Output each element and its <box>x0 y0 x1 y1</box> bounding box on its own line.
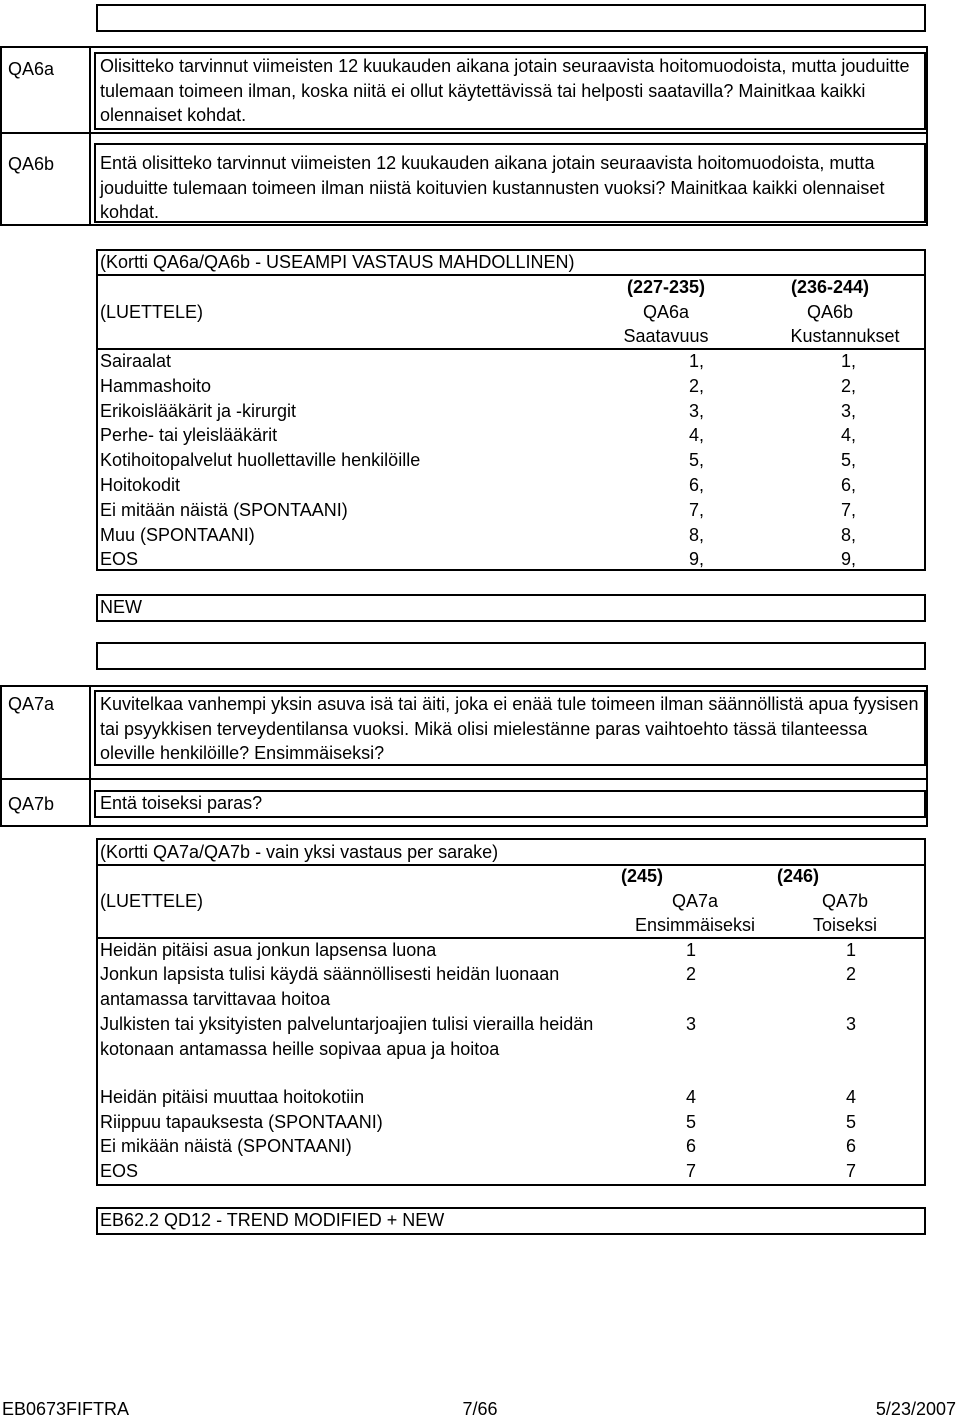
qa6b-text: Entä olisitteko tarvinnut viimeisten 12 kuukauden aikana jotain seuraavista hoitomuodoista, mutta jouduitte tulemaan toimeen ilman niistä koituvien kustannusten vuoksi? Mainitkaa kaikki olennaiset kohdat. <box>100 153 885 222</box>
qa6-row-code-b: 5, <box>840 450 856 471</box>
qa7-row-code-b: 6 <box>845 1136 856 1156</box>
qa7-row-code-a: 5 <box>685 1112 696 1132</box>
qa7-note: EB62.2 QD12 - TREND MODIFIED + NEW <box>100 1210 445 1230</box>
qa6-row-code-a: 7, <box>688 499 704 520</box>
qa7-row-code-a: 7 <box>685 1161 696 1181</box>
qa6-col-code-a: (227-235) <box>626 277 706 297</box>
qa7b-label: QA7b <box>8 794 55 814</box>
qa6-row-label: Hammashoito <box>100 375 212 396</box>
qa6-row-label: Hoitokodit <box>100 475 181 495</box>
qa6-row-code-a: 1, <box>688 351 704 371</box>
qa6a-label: QA6a <box>8 59 55 79</box>
qa6-list-label: (LUETTELE) <box>100 302 204 322</box>
qa6-row-label: Muu (SPONTAANI) <box>100 524 255 545</box>
qa7-col-q-a: QA7a <box>671 891 719 911</box>
qa7-col-code-a: (245) <box>620 866 664 886</box>
qa6-row-label: Perhe- tai yleislääkärit <box>100 425 278 446</box>
qa7-list-label: (LUETTELE) <box>100 891 204 911</box>
qa7-row-code-a: 6 <box>685 1136 696 1156</box>
qa6-divider <box>89 46 91 226</box>
qa7-col-code-b: (246) <box>776 866 820 886</box>
qa6-col-q-b: QA6b <box>806 302 854 322</box>
qa7-col-name-b: Toiseksi <box>812 915 878 935</box>
qa7-row-code-a: 3 <box>685 1014 696 1034</box>
qa7-row-divider <box>0 778 928 780</box>
qa6-note-box <box>96 594 926 622</box>
qa7-row-code-a: 4 <box>685 1087 696 1107</box>
qa6b-label: QA6b <box>8 154 55 174</box>
qa6-row-label: Erikoislääkärit ja -kirurgit <box>100 400 297 421</box>
qa6-row-label: Sairaalat <box>100 351 172 371</box>
footer-date: 5/23/2007 <box>875 1399 956 1419</box>
top-empty-box <box>96 4 926 32</box>
qa6-col-q-a: QA6a <box>642 302 690 322</box>
qa6-row-code-b: 7, <box>840 499 856 520</box>
qa6-row-label: Kotihoitopalvelut huollettaville henkilöille <box>100 450 421 471</box>
qa6-col-name-b: Kustannukset <box>790 326 900 346</box>
qa6-row-code-a: 6, <box>688 475 704 495</box>
qa7-row-code-a: 1 <box>685 940 696 960</box>
qa6-col-code-b: (236-244) <box>790 277 870 297</box>
qa7-row-code-b: 2 <box>845 964 856 984</box>
qa7a-label: QA7a <box>8 694 55 714</box>
qa6-row-code-a: 2, <box>688 375 704 396</box>
qa7-col-q-b: QA7b <box>821 891 869 911</box>
qa7-divider <box>89 685 91 827</box>
qa6-card: (Kortti QA6a/QA6b - USEAMPI VASTAUS MAHDOLLINEN) <box>100 252 575 272</box>
qa6-row-code-a: 3, <box>688 400 704 421</box>
qa6a-text: Olisitteko tarvinnut viimeisten 12 kuukauden aikana jotain seuraavista hoitomuodoista, mutta jouduitte tulemaan toimeen ilman, koska niitä ei ollut käytettävissä tai helposti saatavilla? Mainitkaa kaikki olennaiset kohdat. <box>100 56 910 125</box>
footer-page: 7/66 <box>462 1399 498 1419</box>
qa6-row-code-b: 9, <box>840 549 856 570</box>
qa7a-text: Kuvitelkaa vanhempi yksin asuva isä tai äiti, joka ei enää tule toimeen ilman säännöllistä apua fyysisen tai psyykkisen terveydentilansa vuoksi. Mikä olisi mielestänne paras vaihtoehto tässä tilanteessa oleville henkilöille? Ensimmäiseksi? <box>100 694 919 763</box>
qa6-row-divider <box>0 132 928 134</box>
qa7-row-code-b: 5 <box>845 1112 856 1132</box>
qa6-col-name-a: Saatavuus <box>623 326 709 346</box>
qa6-row-label: Ei mitään näistä (SPONTAANI) <box>100 499 348 520</box>
qa6-row-label: EOS <box>100 549 139 570</box>
qa6-row-code-a: 4, <box>688 425 704 446</box>
qa6-note: NEW <box>100 597 142 617</box>
qa7-row-label: Heidän pitäisi asua jonkun lapsensa luona <box>100 940 437 960</box>
qa6-row-code-b: 4, <box>840 425 856 446</box>
qa7-row-code-b: 1 <box>845 940 856 960</box>
qa7-row-code-b: 4 <box>845 1087 856 1107</box>
qa7-row-label: Heidän pitäisi muuttaa hoitokotiin <box>100 1087 365 1107</box>
qa7-row-code-b: 3 <box>845 1014 856 1034</box>
qa7-row-label: EOS <box>100 1161 139 1181</box>
qa7-row-code-b: 7 <box>845 1161 856 1181</box>
qa7-row-label: Julkisten tai yksityisten palveluntarjoajien tulisi vierailla heidän kotonaan antamassa heille sopivaa apua ja hoitoa <box>100 1014 594 1059</box>
qa7-row-label: Ei mikään näistä (SPONTAANI) <box>100 1136 352 1156</box>
qa7b-text: Entä toiseksi paras? <box>100 793 263 813</box>
qa6-row-code-a: 5, <box>688 450 704 471</box>
qa7-row-code-a: 2 <box>685 964 696 984</box>
qa6-row-code-a: 8, <box>688 524 704 545</box>
qa7-col-name-a: Ensimmäiseksi <box>634 915 756 935</box>
qa6-row-code-b: 8, <box>840 524 856 545</box>
qa6-row-code-b: 3, <box>840 400 856 421</box>
middle-empty-box <box>96 642 926 670</box>
qa7-row-label: Jonkun lapsista tulisi käydä säännöllisesti heidän luonaan antamassa tarvittavaa hoitoa <box>100 964 560 1009</box>
footer-doc-id: EB0673FIFTRA <box>2 1399 130 1419</box>
qa6-row-code-b: 6, <box>840 475 856 495</box>
qa6-row-code-b: 1, <box>840 351 856 371</box>
qa6-row-code-b: 2, <box>840 375 856 396</box>
qa7-card: (Kortti QA7a/QA7b - vain yksi vastaus per sarake) <box>100 842 499 862</box>
qa6-row-code-a: 9, <box>688 549 704 570</box>
qa7-row-label: Riippuu tapauksesta (SPONTAANI) <box>100 1112 383 1132</box>
